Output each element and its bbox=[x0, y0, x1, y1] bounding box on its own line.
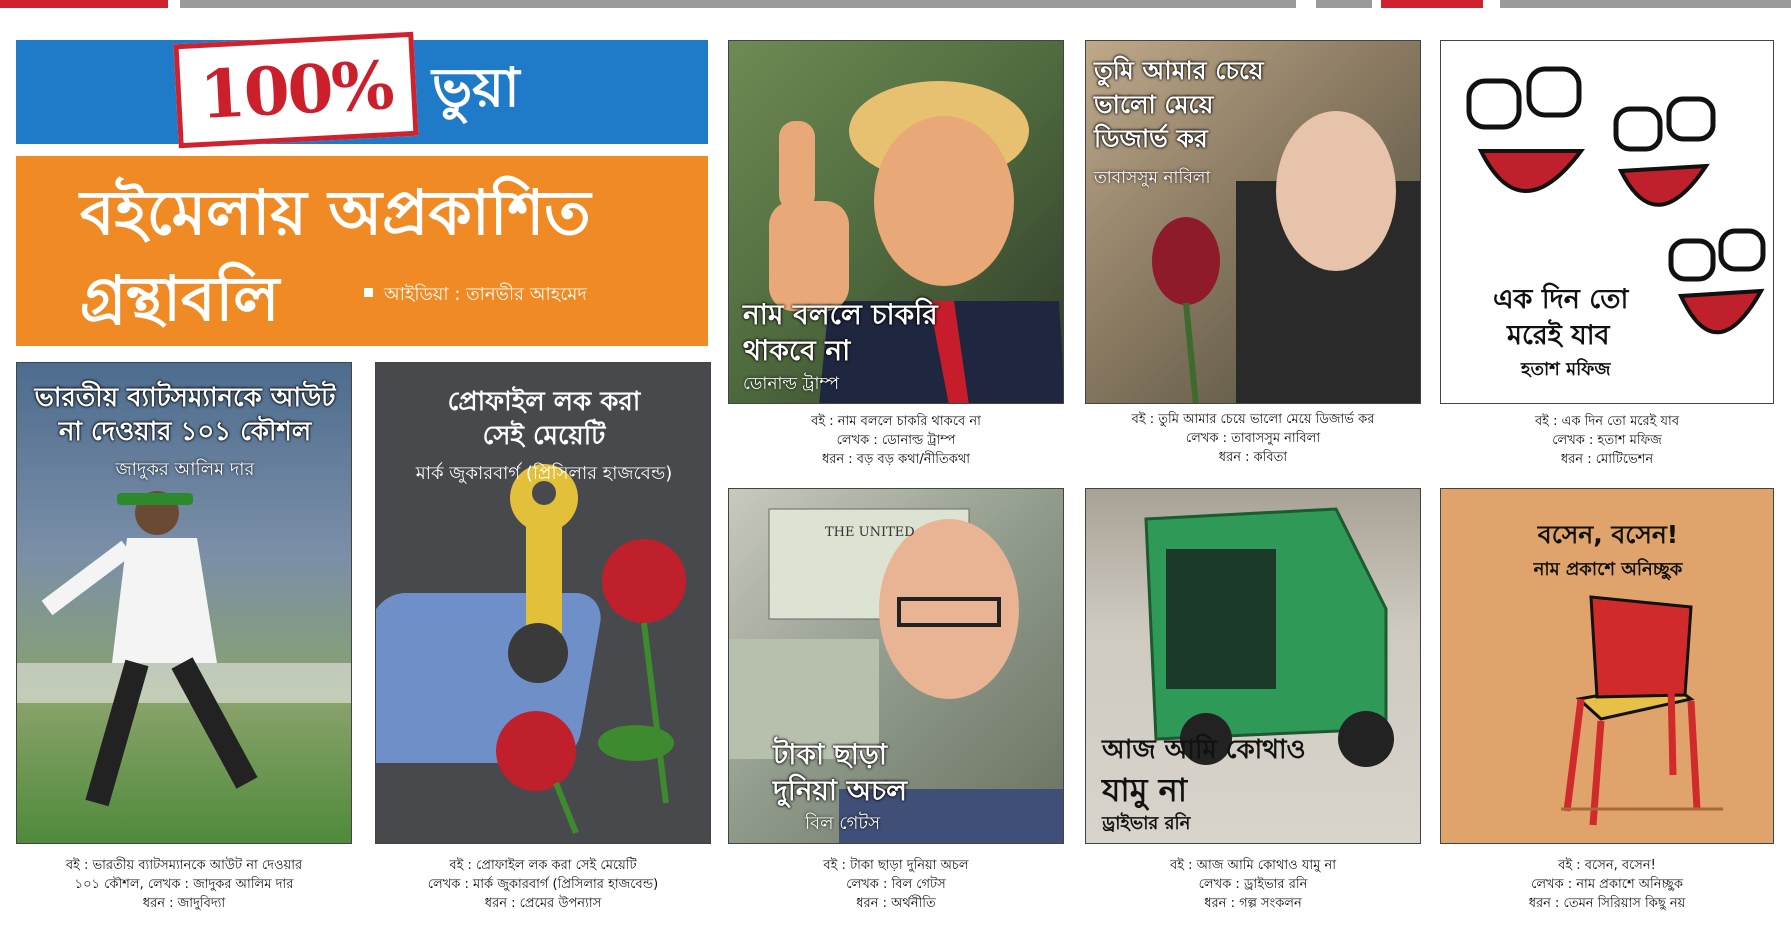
card-title-line-2: না দেওয়ার ১০১ কৌশল bbox=[58, 417, 312, 447]
book-card-laughing-faces bbox=[1440, 40, 1774, 404]
caption-line-1: বই : প্রোফাইল লক করা সেই মেয়েটি bbox=[449, 858, 637, 873]
card-author: জাদুকর আলিম দার bbox=[115, 459, 255, 480]
caption-line-3: ধরন : প্রেমের উপন্যাস bbox=[484, 896, 602, 911]
card-author: তাবাসসুম নাবিলা bbox=[1094, 168, 1211, 188]
caption-line-2: লেখক : তাবাসসুম নাবিলা bbox=[1185, 431, 1321, 446]
top-bar-red-left bbox=[0, 0, 168, 8]
caption-line-1: বই : এক দিন তো মরেই যাব bbox=[1534, 414, 1680, 429]
caption-line-3: ধরন : মোটিভেশন bbox=[1560, 452, 1654, 467]
book-card-cng bbox=[1085, 488, 1421, 844]
top-bar-red-right bbox=[1381, 0, 1483, 8]
caption-line-2: লেখক : হতাশ মফিজ bbox=[1552, 433, 1662, 448]
header-title-word: ভুয়া bbox=[432, 56, 520, 119]
caption-line-2: লেখক : মার্ক জুকারবার্গ (প্রিসিলার হাজবেন্ড) bbox=[427, 877, 659, 892]
caption-line-2: লেখক : বিল গেটস bbox=[846, 877, 946, 892]
card-title-line-3: ডিজার্ভ কর bbox=[1094, 124, 1208, 153]
caption-line-3: ধরন : জাদুবিদ্যা bbox=[142, 896, 226, 911]
caption-line-3: ধরন : গল্প সংকলন bbox=[1204, 896, 1302, 911]
caption-line-2: ১০১ কৌশল, লেখক : জাদুকর আলিম দার bbox=[74, 877, 294, 892]
stamp-text: 100% bbox=[197, 46, 395, 134]
card-title-line-2: মরেই যাব bbox=[1507, 320, 1610, 351]
card-title-line-2: সেই মেয়েটি bbox=[482, 421, 606, 451]
book-card-profile-lock bbox=[375, 362, 711, 844]
caption-line-1: বই : টাকা ছাড়া দুনিয়া অচল bbox=[823, 858, 969, 873]
card-author: হতাশ মফিজ bbox=[1521, 359, 1611, 380]
top-bar-gray-small bbox=[1316, 0, 1372, 8]
card-author: ড্রাইভার রনি bbox=[1102, 813, 1191, 834]
caption-line-3: ধরন : বড় বড় কথা/নীতিকথা bbox=[821, 452, 971, 467]
caption-line-3: ধরন : কবিতা bbox=[1218, 450, 1288, 465]
banknote-text: THE UNITED bbox=[825, 525, 915, 540]
card-author: ডোনাল্ড ট্রাম্প bbox=[743, 374, 840, 394]
bullet-square bbox=[364, 288, 373, 297]
card-title-line-2: দুনিয়া অচল bbox=[773, 774, 908, 807]
book-card-chair bbox=[1440, 488, 1774, 844]
card-author: বিল গেটস bbox=[805, 813, 881, 834]
percent-stamp bbox=[173, 32, 418, 148]
card-title-line-1: আজ আমি কোথাও bbox=[1102, 735, 1306, 765]
top-bar-gray bbox=[180, 0, 1296, 8]
book-card-rose-hand bbox=[1085, 40, 1421, 404]
caption-line-1: বই : বসেন, বসেন! bbox=[1558, 858, 1656, 873]
book-card-umpire bbox=[16, 362, 352, 844]
caption-line-2: লেখক : নাম প্রকাশে অনিচ্ছুক bbox=[1531, 877, 1683, 892]
card-title-line-1: প্রোফাইল লক করা bbox=[447, 387, 641, 417]
card-title-line-1: ভারতীয় ব্যাটসম্যানকে আউট bbox=[34, 383, 336, 413]
card-title-line-1: এক দিন তো bbox=[1493, 284, 1629, 315]
card-author: নাম প্রকাশে অনিচ্ছুক bbox=[1533, 559, 1683, 580]
top-bar-gray-right bbox=[1500, 0, 1791, 8]
caption-line-2: লেখক : ডোনাল্ড ট্রাম্প bbox=[836, 433, 956, 448]
card-title-line-2: ভালো মেয়ে bbox=[1094, 90, 1214, 119]
caption-line-1: বই : নাম বললে চাকরি থাকবে না bbox=[811, 414, 981, 429]
book-card-money bbox=[728, 488, 1064, 844]
card-title-line-2: থাকবে না bbox=[743, 334, 851, 367]
card-title-line-1: নাম বললে চাকরি bbox=[743, 298, 938, 331]
caption-line-3: ধরন : অর্থনীতি bbox=[856, 896, 936, 911]
card-title-line-2: যামু না bbox=[1102, 771, 1188, 809]
caption-line-3: ধরন : তেমন সিরিয়াস কিছু নয় bbox=[1528, 896, 1686, 911]
idea-credit: আইডিয়া : তানভীর আহমেদ bbox=[384, 284, 587, 305]
caption-line-1: বই : তুমি আমার চেয়ে ভালো মেয়ে ডিজার্ভ কর bbox=[1131, 412, 1375, 427]
book-card-thumbs-up bbox=[728, 40, 1064, 404]
card-title-line-1: টাকা ছাড়া bbox=[773, 738, 888, 771]
card-title-line-1: বসেন, বসেন! bbox=[1537, 520, 1679, 549]
caption-line-1: বই : ভারতীয় ব্যাটসম্যানকে আউট না দেওয়ার bbox=[65, 858, 303, 873]
page-title-line-2: গ্রন্থাবলি bbox=[80, 262, 280, 335]
card-author: মার্ক জুকারবার্গ (প্রিসিলার হাজবেন্ড) bbox=[415, 463, 673, 484]
caption-line-1: বই : আজ আমি কোথাও যামু না bbox=[1170, 858, 1336, 873]
caption-line-2: লেখক : ড্রাইভার রনি bbox=[1198, 877, 1308, 892]
card-title-line-1: তুমি আমার চেয়ে bbox=[1094, 56, 1264, 85]
page-title-line-1: বইমেলায় অপ্রকাশিত bbox=[80, 176, 591, 249]
